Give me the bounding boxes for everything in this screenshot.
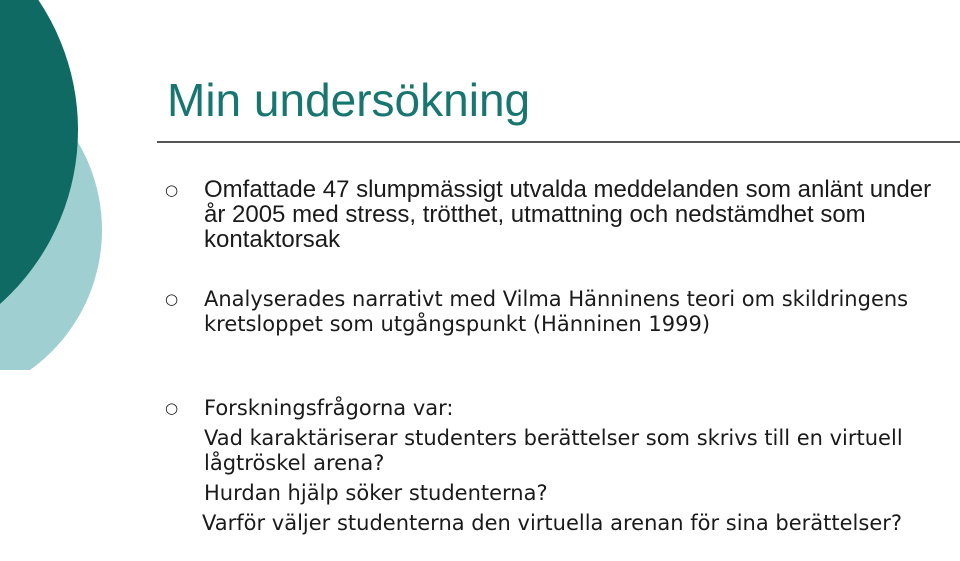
title-divider xyxy=(157,141,960,143)
bullet-marker: ○ xyxy=(165,399,179,417)
bullet-text-analysis: Analyserades narrativt med Vilma Hänninens teori om skildringens kretsloppet som utgångspunkt (Hänninen 1999) xyxy=(204,287,909,336)
decorative-side-shapes xyxy=(0,0,110,370)
research-question-2: Hurdan hjälp söker studenterna? xyxy=(204,481,548,505)
bullet-text-questions-intro: Forskningsfrågorna var: xyxy=(204,396,454,420)
bullet-text-sample: Omfattade 47 slumpmässigt utvalda meddelanden som anlänt under år 2005 med stress, trötthet, utmattning och nedstämdhet som kontaktorsak xyxy=(204,176,932,253)
slide-title: Min undersökning xyxy=(167,74,531,126)
bullet-marker: ○ xyxy=(165,290,179,308)
research-question-3: Varför väljer studenterna den virtuella arenan för sina berättelser? xyxy=(202,511,903,535)
bullet-marker: ○ xyxy=(165,181,179,199)
research-question-1: Vad karaktäriserar studenters berättelser som skrivs till en virtuell lågtröskel arena? xyxy=(204,426,903,475)
